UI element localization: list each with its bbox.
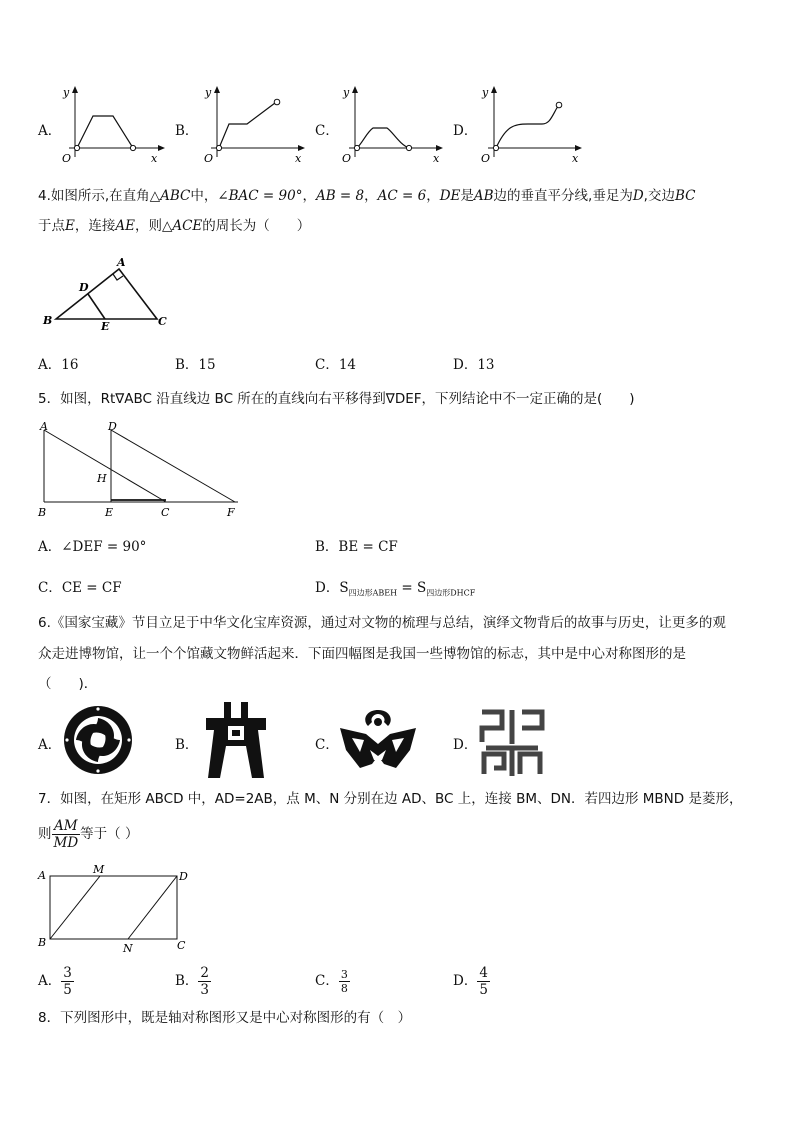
point-d-label: D <box>79 281 89 294</box>
q3-graph-d <box>472 82 587 168</box>
q5-question: 5．如图，Rt∇ABC 沿直线边 BC 所在的直线向右平移得到∇DEF，下列结论中不一定正确的是( ) <box>38 391 635 407</box>
q4-triangle-figure <box>38 250 178 334</box>
axis-y-label: y <box>63 86 70 99</box>
point-h-label: H <box>97 472 107 485</box>
point-m-label: M <box>93 863 105 876</box>
origin-label: O <box>62 152 72 165</box>
vertex-b-label: B <box>38 506 47 519</box>
vertex-a-label: A <box>38 869 46 882</box>
vertex-c-label: C <box>177 939 186 952</box>
origin-label: O <box>481 152 491 165</box>
q6-option-c-label: C． <box>315 737 339 753</box>
q8-question: 8．下列图形中，既是轴对称图形又是中心对称图形的有（ ） <box>38 1010 412 1026</box>
point-n-label: N <box>123 942 133 955</box>
q7-line2: 则 $\frac{AM}{MD}$ 等于（ ） <box>38 817 139 851</box>
q6-option-b-label: B． <box>175 737 199 753</box>
axis-x-label: x <box>433 152 440 165</box>
vertex-d-label: D <box>179 870 188 883</box>
q4-line2: 于点E，连接AE，则△ACE的周长为（ ） <box>38 218 311 234</box>
q4-option-d: D．13 <box>453 357 495 373</box>
q5-option-d: D．$S_{四边形ABEH} = S_{四边形DHCF}$ <box>315 580 476 598</box>
q3-option-b-label: B． <box>175 123 199 139</box>
q6-option-d-label: D． <box>453 737 478 753</box>
axis-y-label: y <box>205 86 212 99</box>
q3-graph-b <box>195 82 310 168</box>
q4-option-b: B．15 <box>175 357 216 373</box>
q7-option-b: B． $\frac{2}{3}$ <box>175 965 210 998</box>
vertex-c-label: C <box>161 506 170 519</box>
vertex-b-label: B <box>43 314 53 327</box>
axis-y-label: y <box>482 86 489 99</box>
q7-option-a: A． $\frac{3}{5}$ <box>38 965 72 998</box>
axis-y-label: y <box>343 86 350 99</box>
museum-logo-mask-icon <box>338 706 418 772</box>
q4-option-c: C．14 <box>315 357 357 373</box>
q7-option-d: D． $\frac{4}{5}$ <box>453 965 488 998</box>
origin-label: O <box>204 152 214 165</box>
axis-x-label: x <box>572 152 579 165</box>
q3-graph-c <box>333 82 448 168</box>
museum-logo-swirl-icon <box>62 704 134 776</box>
vertex-c-label: C <box>158 315 167 328</box>
q6-line1: 6.《国家宝藏》节目立足于中华文化宝库资源，通过对文物的梳理与总结，演绎文物背后的故事与历史，让更多的观 <box>38 615 726 631</box>
origin-label: O <box>342 152 352 165</box>
vertex-f-label: F <box>227 506 235 519</box>
q3-option-c-label: C． <box>315 123 339 139</box>
q7-line1: 7．如图，在矩形 ABCD 中，AD=2AB，点 M、N 分别在边 AD、BC 上，连接 BM、DN．若四边形 MBND 是菱形， <box>38 791 743 807</box>
q5-option-a: A．∠DEF = 90° <box>38 539 147 555</box>
q7-option-c: C． $\frac{3}{8}$ <box>315 968 348 995</box>
axis-x-label: x <box>295 152 302 165</box>
vertex-d-label: D <box>108 420 117 433</box>
q3-option-d-label: D． <box>453 123 478 139</box>
vertex-a-label: A <box>40 420 48 433</box>
vertex-e-label: E <box>105 506 114 519</box>
q3-option-a-label: A． <box>38 123 62 139</box>
q3-graph-a <box>55 82 170 168</box>
am-md-fraction: $\frac{AM}{MD}$ <box>53 817 79 851</box>
vertex-a-label: A <box>117 256 126 269</box>
q5-translation-figure <box>34 418 249 522</box>
q6-line2: 众走进博物馆，让一个个馆藏文物鲜活起来．下面四幅图是我国一些博物馆的标志，其中是中心对称图形的是 <box>38 646 686 662</box>
museum-logo-geometric-icon <box>476 708 548 778</box>
q6-option-a-label: A． <box>38 737 62 753</box>
vertex-b-label: B <box>38 936 47 949</box>
q5-option-c: C．CE = CF <box>38 580 122 596</box>
q4-option-a: A．16 <box>38 357 79 373</box>
q6-line3: （ )． <box>38 676 98 692</box>
q4-line1: 4.如图所示,在直角△ABC中，∠BAC = 90°，AB = 8，AC = 6，DE是AB边的垂直平分线,垂足为D,交边BC <box>38 188 696 204</box>
point-e-label: E <box>101 320 110 333</box>
museum-logo-bronze-icon <box>200 700 272 780</box>
axis-x-label: x <box>151 152 158 165</box>
q7-rectangle-figure <box>34 860 204 956</box>
q5-option-b: B．BE = CF <box>315 539 398 555</box>
